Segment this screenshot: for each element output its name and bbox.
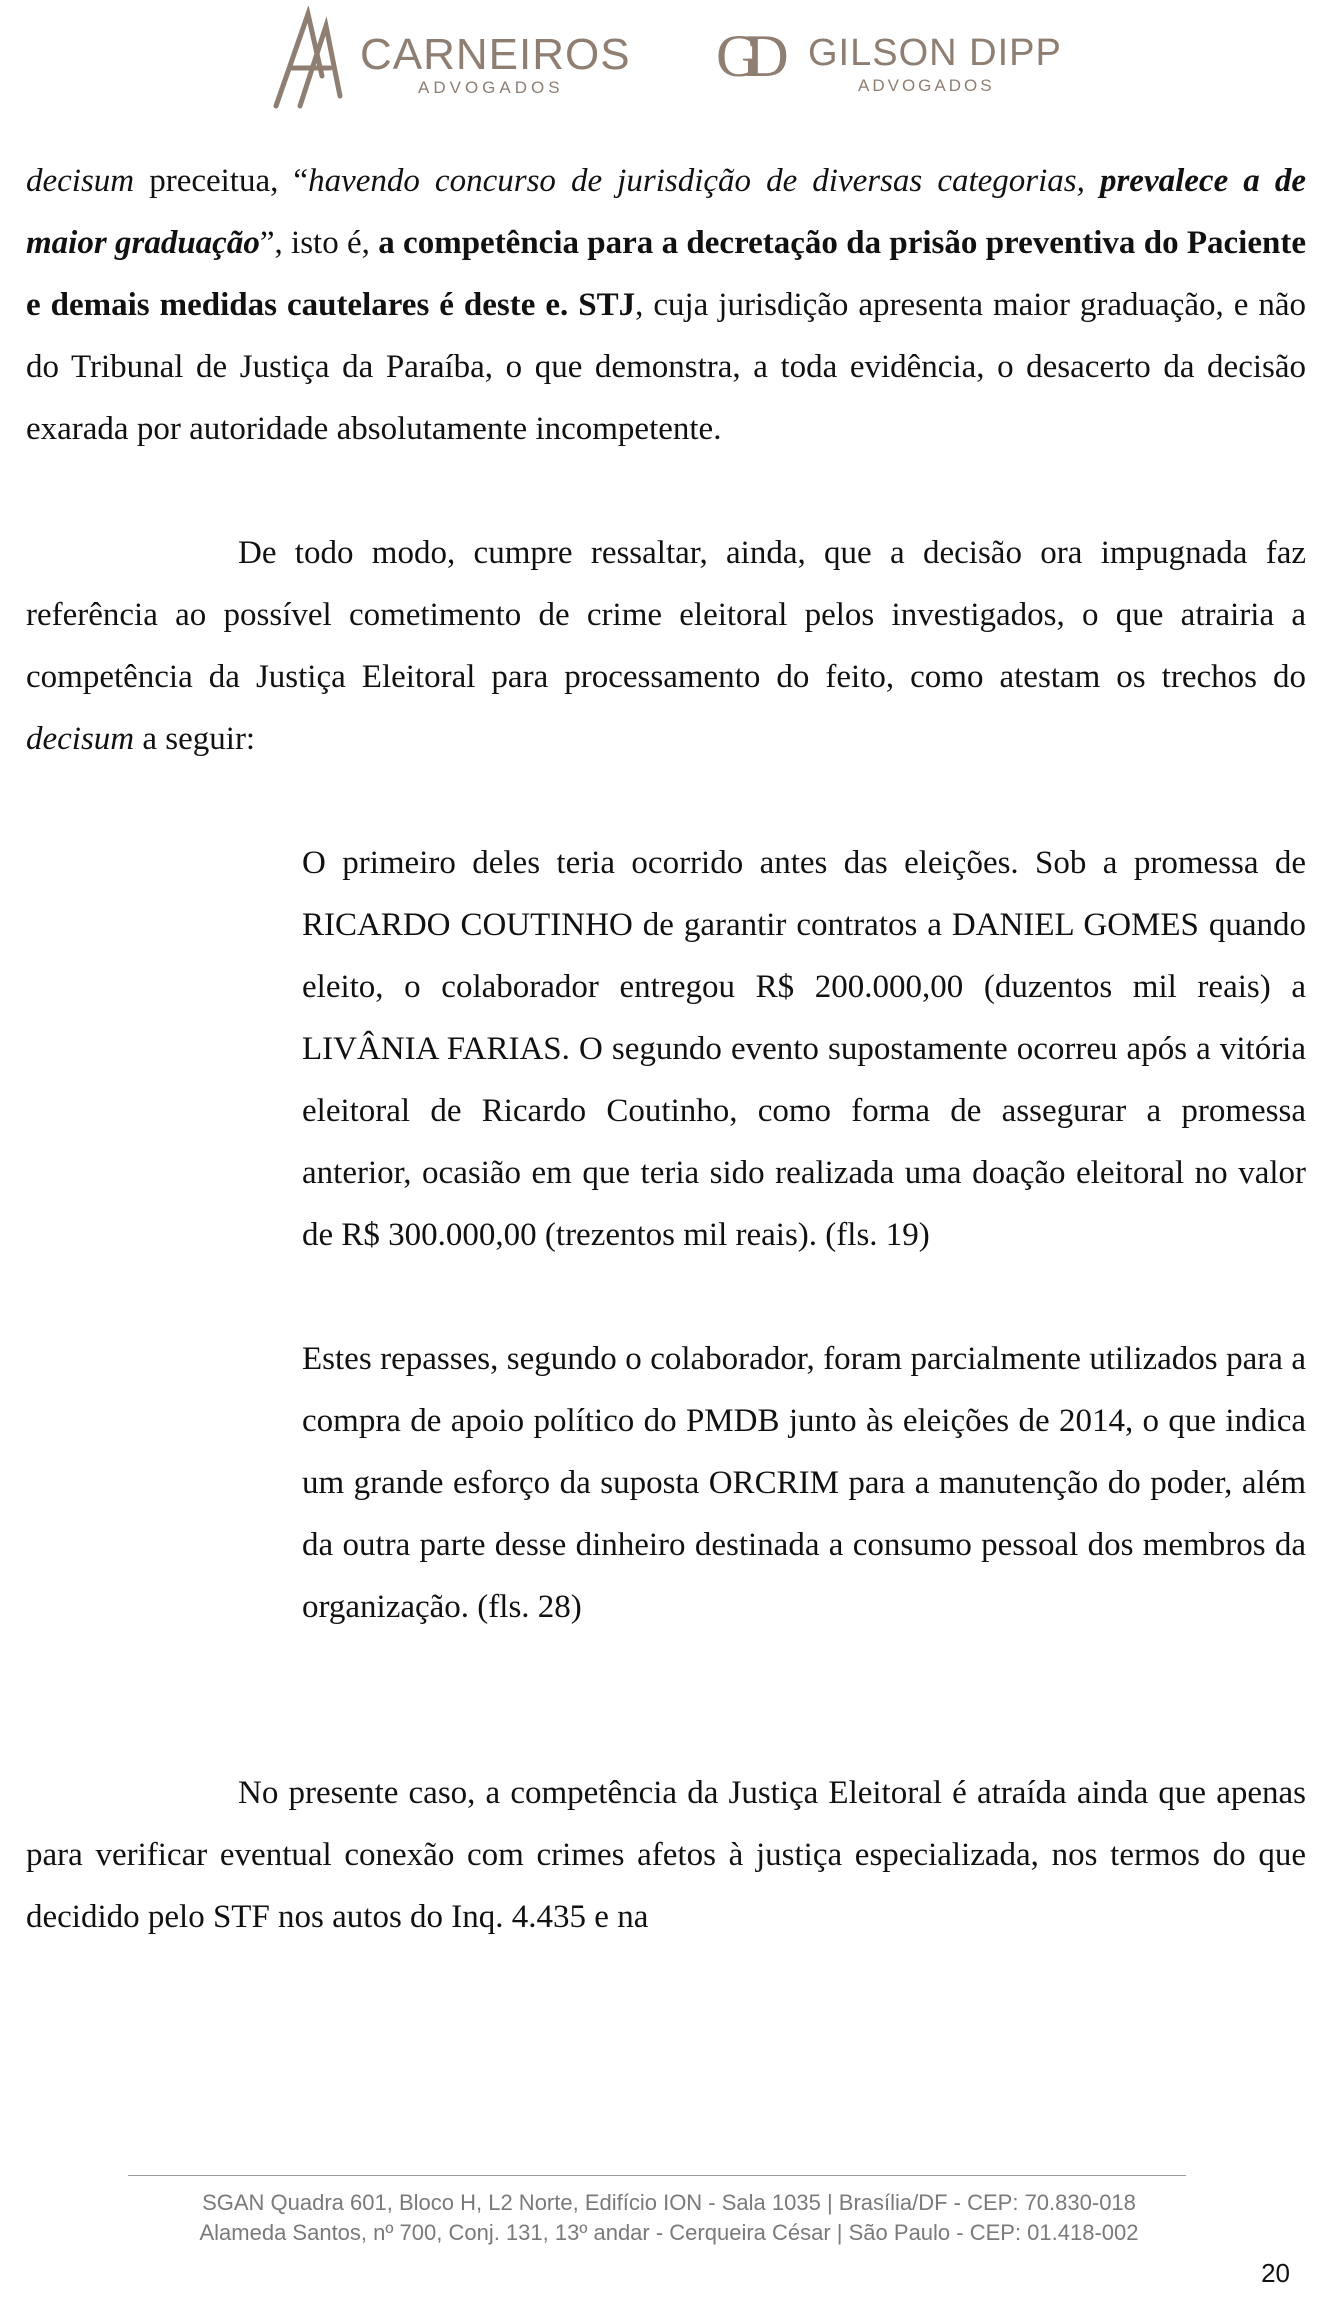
paragraph-1 xyxy=(26,150,1306,460)
text-run: preceitua, “ xyxy=(134,163,309,199)
text-run: a competência para a decretação da prisão preventiva do Paciente e demais medidas cautelares é deste e. STJ xyxy=(26,225,1306,323)
carneiros-sub: ADVOGADOS xyxy=(418,78,564,97)
footer-address-brasilia: SGAN Quadra 601, Bloco H, L2 Norte, Edifício ION - Sala 1035 | Brasília/DF - CEP: 70.830-018 xyxy=(202,2190,1136,2215)
document-body xyxy=(26,150,1306,1948)
carneiros-name: CARNEIROS xyxy=(360,30,631,79)
footer-divider xyxy=(128,2175,1186,2176)
gilson-dipp-logo xyxy=(710,20,1070,110)
paragraph-2 xyxy=(26,522,1306,770)
footer-address-sao-paulo: Alameda Santos, nº 700, Conj. 131, 13º andar - Cerqueira César | São Paulo - CEP: 01.418-002 xyxy=(199,2220,1139,2245)
paragraph-3: No presente caso, a competência da Justiça Eleitoral é atraída ainda que apenas para verificar eventual conexão com crimes afetos à justiça especializada, nos termos do que decidido pelo STF nos autos do Inq. 4.435 e na xyxy=(26,1775,1306,1935)
text-run: ”, isto é, xyxy=(259,225,379,261)
text-run: decisum xyxy=(26,721,135,757)
page-number: 20 xyxy=(1261,2258,1290,2288)
carneiros-monogram-icon xyxy=(270,6,350,116)
gilson-name: GILSON DIPP xyxy=(808,32,1062,74)
gilson-monogram-icon: GD xyxy=(716,23,775,89)
text-run: prevalece a de maior graduação xyxy=(26,163,1306,261)
text-run: De todo modo, cumpre ressaltar, ainda, que a decisão ora impugnada faz referência ao possível cometimento de crime eleitoral pelos investigados, o que atrairia a competência da Justiça Eleitoral para processamento do feito, como atestam os trechos do xyxy=(26,535,1306,695)
text-run: a seguir: xyxy=(134,721,256,757)
block-quote-2: Estes repasses, segundo o colaborador, foram parcialmente utilizados para a compra de apoio político do PMDB junto às eleições de 2014, o que indica um grande esforço da suposta ORCRIM para a manutenção do poder, além da outra parte desse dinheiro destinada a consumo pessoal dos membros da organização. (fls. 28) xyxy=(302,1341,1306,1625)
letterhead xyxy=(0,0,1338,120)
block-quote-1: O primeiro deles teria ocorrido antes das eleições. Sob a promessa de RICARDO COUTINHO de garantir contratos a DANIEL GOMES quando eleito, o colaborador entregou R$ 200.000,00 (duzentos mil reais) a LIVÂNIA FARIAS. O segundo evento supostamente ocorreu após a vitória eleitoral de Ricardo Coutinho, como forma de assegurar a promessa anterior, ocasião em que teria sido realizada uma doação eleitoral no valor de R$ 300.000,00 (trezentos mil reais). (fls. 19) xyxy=(302,845,1306,1253)
gilson-sub: ADVOGADOS xyxy=(858,76,995,95)
text-run: , cuja jurisdição apresenta maior graduação, e não do Tribunal de Justiça da Paraíba, o que demonstra, a toda evidência, o desacerto da decisão exarada por autoridade absolutamente incompetente. xyxy=(26,287,1307,447)
carneiros-logo xyxy=(270,6,640,116)
text-run: decisum xyxy=(26,163,135,199)
text-run: havendo concurso de jurisdição de diversas categorias, xyxy=(308,163,1100,199)
